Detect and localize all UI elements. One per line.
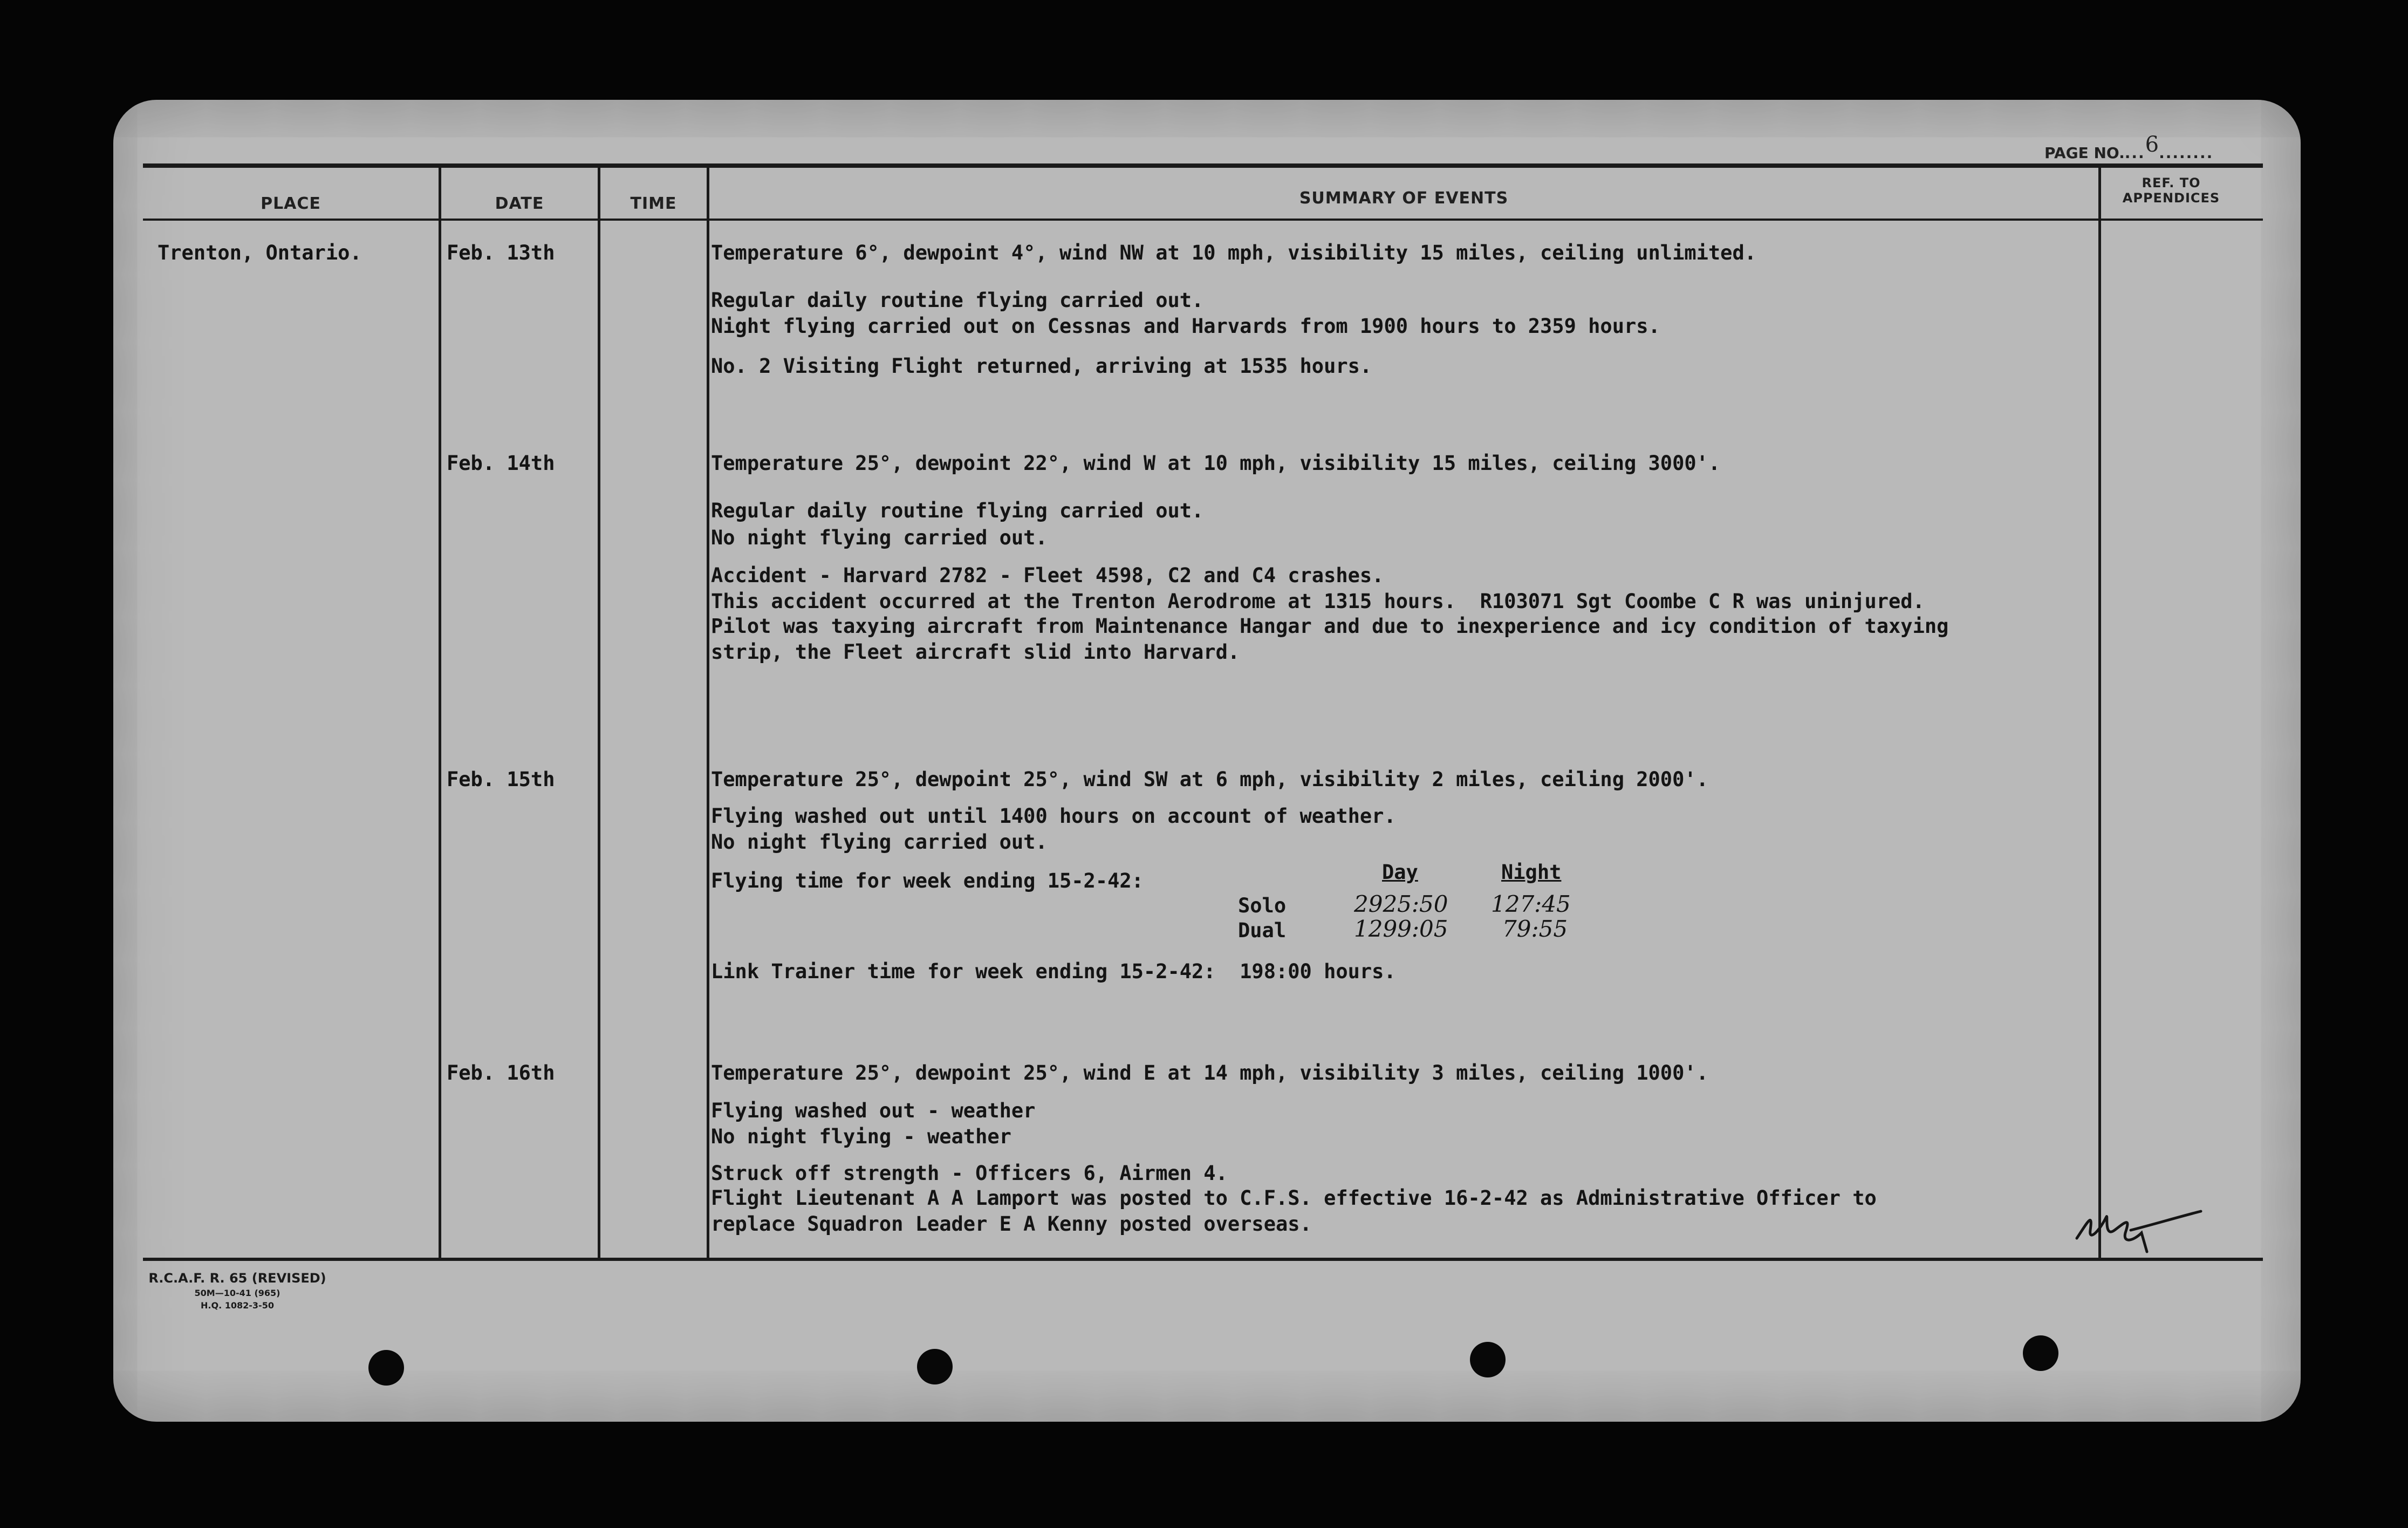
entry-line: replace Squadron Leader E A Kenny posted overseas. <box>711 1212 1312 1236</box>
place-text: Trenton, Ontario. <box>158 241 362 264</box>
entry-line: Temperature 25°, dewpoint 25°, wind E at 14 mph, visibility 3 miles, ceiling 1000'. <box>711 1061 1708 1084</box>
entry-line: Night flying carried out on Cessnas and Harvards from 1900 hours to 2359 hours. <box>711 315 1660 338</box>
entry-line: No night flying - weather <box>711 1125 1011 1148</box>
flying-table-cell: 79:55 <box>1502 916 1568 942</box>
entry-line: No night flying carried out. <box>711 526 1048 549</box>
col-rule-date <box>598 167 600 1260</box>
entry-line: Link Trainer time for week ending 15-2-42: 198:00 hours. <box>711 960 1396 983</box>
page-number <box>2044 132 2214 163</box>
page-number-dots: ........ <box>2159 144 2214 162</box>
bottom-rule <box>143 1258 2263 1261</box>
punch-hole <box>917 1349 953 1384</box>
col-rule-place <box>439 167 441 1260</box>
entry-line: Flying time for week ending 15-2-42: <box>711 869 1144 892</box>
flying-table-cell: 127:45 <box>1491 891 1571 917</box>
entry-line: Flight Lieutenant A A Lamport was posted to C.F.S. effective 16-2-42 as Administrative Officer to <box>711 1186 1877 1210</box>
header-place: PLACE <box>261 194 321 213</box>
entry-line: Regular daily routine flying carried out. <box>711 289 1204 312</box>
form-id <box>146 1271 329 1311</box>
entry-line: Regular daily routine flying carried out. <box>711 499 1204 522</box>
top-rule <box>143 163 2263 168</box>
date-feb-14: Feb. 14th <box>447 452 555 475</box>
punch-hole <box>1470 1342 1506 1377</box>
entry-line: Temperature 6°, dewpoint 4°, wind NW at 10 mph, visibility 15 miles, ceiling unlimited. <box>711 241 1757 264</box>
entry-line: Temperature 25°, dewpoint 25°, wind SW at 6 mph, visibility 2 miles, ceiling 2000'. <box>711 768 1708 791</box>
col-rule-summary <box>2098 167 2101 1260</box>
date-feb-16: Feb. 16th <box>447 1061 555 1084</box>
entry-line: Pilot was taxying aircraft from Maintenance Hangar and due to inexperience and icy condition of taxying <box>711 615 1949 638</box>
entry-line: Temperature 25°, dewpoint 22°, wind W at 10 mph, visibility 15 miles, ceiling 3000'. <box>711 452 1721 475</box>
entry-line: strip, the Fleet aircraft slid into Harvard. <box>711 640 1240 664</box>
flying-table-row-label: Dual <box>1238 919 1287 942</box>
entry-line: Flying washed out until 1400 hours on account of weather. <box>711 804 1396 828</box>
entry-line: No night flying carried out. <box>711 830 1048 854</box>
form-id-line: H.Q. 1082-3-50 <box>201 1300 274 1311</box>
form-id-line: 50M—10-41 (965) <box>194 1288 281 1298</box>
header-ref: REF. TO APPENDICES <box>2122 175 2220 206</box>
entry-line: Flying washed out - weather <box>711 1099 1036 1122</box>
entry-line: This accident occurred at the Trenton Aerodrome at 1315 hours. R103071 Sgt Coombe C R was uninjured. <box>711 590 1925 613</box>
page-number-value: 6 <box>2145 132 2159 157</box>
date-feb-15: Feb. 15th <box>447 768 555 791</box>
flying-table-row-label: Solo <box>1238 894 1287 917</box>
page-number-dots-left: ... <box>2124 144 2145 162</box>
flying-table-cell: 1299:05 <box>1354 916 1448 942</box>
punch-hole <box>368 1350 404 1386</box>
header-rule <box>143 219 2263 221</box>
header-date: DATE <box>495 194 544 213</box>
col-rule-time <box>707 167 709 1260</box>
initials-signature <box>2066 1200 2206 1260</box>
header-time: TIME <box>630 194 677 213</box>
page-number-label: PAGE NO. <box>2044 144 2125 162</box>
entry-line: Struck off strength - Officers 6, Airmen 4. <box>711 1162 1228 1185</box>
header-summary: SUMMARY OF EVENTS <box>1299 189 1509 208</box>
form-card <box>113 100 2301 1422</box>
form-id-line: R.C.A.F. R. 65 (REVISED) <box>148 1271 326 1286</box>
flying-table-cell: 2925:50 <box>1354 891 1448 917</box>
date-feb-13: Feb. 13th <box>447 241 555 264</box>
entry-line: No. 2 Visiting Flight returned, arriving at 1535 hours. <box>711 354 1372 378</box>
flying-table-night-header: Night <box>1501 861 1562 884</box>
punch-hole <box>2023 1335 2058 1371</box>
entry-line: Accident - Harvard 2782 - Fleet 4598, C2 and C4 crashes. <box>711 564 1384 587</box>
flying-table-day-header: Day <box>1382 861 1418 884</box>
